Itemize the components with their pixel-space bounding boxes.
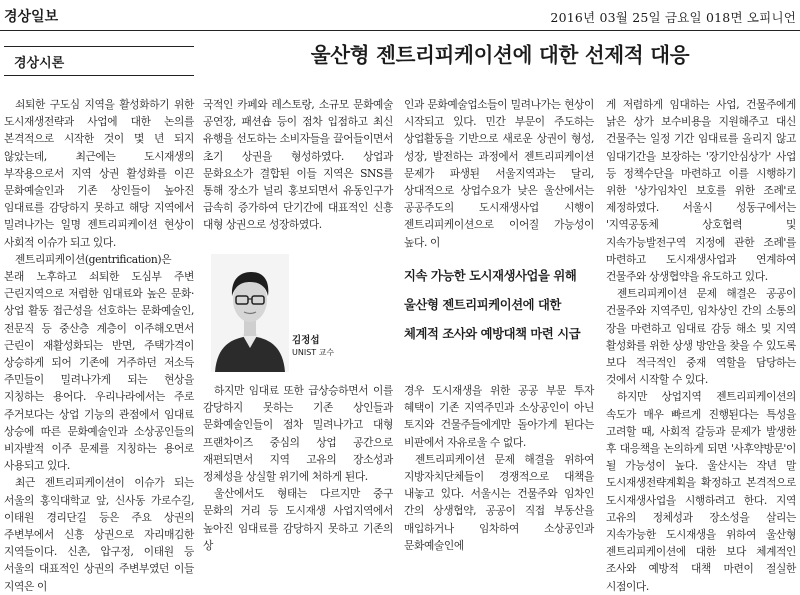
pull-quote-line: 지속 가능한 도시재생사업을 위해: [404, 269, 577, 283]
author-affiliation: UNIST 교수: [292, 348, 335, 357]
paragraph: 하지만 상업지역 젠트리피케이션의 속도가 매우 빠르게 진행된다는 특성을 고려할 때, 사회적 갈등과 문제가 발생한 후 대응책을 논의하게 되면 '사후약방문'이 될 가능성이 높다. 울산시는 작년 말 도시재생전략계획을 확정하고 본격적으로 도시재생사업을 시행하려고 한다. 지역 고유의 정체성과 장소성을 살리는 지속가능한 도시재생을 위하여 울산형 젠트리피케이션에 대한 보다 체계적인 조사와 예방적 대책 마련이 절실한 시점이다.: [606, 390, 796, 593]
paragraph: 하지만 임대료 또한 급상승하면서 이를 감당하지 못하는 기존 상인들과 문화예술인들이 점차 밀려나가고 대형 프랜차이즈 중심의 상업 공간으로 재편되면서 지역 고유의 장소성과 정체성을 상실할 위기에 처하게 된다.: [203, 384, 393, 484]
author-name: 김정섭: [292, 335, 320, 346]
pull-quote-line: 체계적 조사와 예방대책 마련 시급: [404, 327, 581, 341]
paragraph: 게 저렴하게 임대하는 사업, 건물주에게 낡은 상가 보수비용을 지원해주고 대신 건물주는 일정 기간 임대료를 올리지 않고 임대기간을 보장하는 '장기안심상가' 사업 등 정책수단을 마련하고 이를 시행하기 위한 '상가임차인 보호를 위한 조례'로 제정하였다. 서울시 성동구에서는 '지역공동체 상호협력 및 지속가능발전구역 지정에 관한 조례'를 마련하고 도시재생사업과 연계하여 건물주와 상생협약을 유도하고 있다.: [606, 98, 796, 284]
paragraph: 젠트리피케이션 문제 해결은 공공이 건물주와 지역주민, 임차상인 간의 소통의 장을 마련하고 임대료 감등 해소 및 지역 활성화를 위한 상생 방안을 찾을 수 있도록 보다 적극적인 중재 역할을 담당하는 것에서 시작할 수 있다.: [606, 287, 796, 387]
masthead: [0, 0, 800, 31]
paragraph: 울산에서도 형태는 다르지만 중구 문화의 거리 등 도시재생 사업지역에서 높아진 임대료를 감당하지 못하고 기존의 상: [203, 487, 393, 552]
newspaper-name: 경상일보: [4, 9, 59, 25]
section-label: 경상시론: [4, 46, 194, 76]
pull-quote: [404, 262, 594, 362]
paragraph: 국적인 카페와 레스토랑, 소규모 문화예술 공연장, 패션숍 등이 점차 입점하고 최신 유행을 선도하는 소비자들을 끌어들이면서 초기 상권을 형성하였다. 상업과 문화요소가 결합된 이들 지역은 SNS를 통해 장소가 널리 홍보되면서 유동인구가 급속히 증가하여 단기간에 대표적인 신흥 대형 상권으로 성장하였다.: [203, 98, 393, 232]
paragraph: 최근 젠트리피케이션이 이슈가 되는 서울의 홍익대학교 앞, 신사동 가로수길, 이태원 경리단길 등은 주요 상권의 주변부에서 신흥 상권으로 자리매김한 지역들이다. 신촌, 압구정, 이태원 등 서울의 대표적인 상권의 주변부였던 이들 지역은 이: [4, 476, 194, 593]
paragraph: 경우 도시재생을 위한 공공 부문 투자 혜택이 기존 지역주민과 소상공인이 아닌 토지와 건물주들에게만 돌아가게 된다는 비판에서 자유로울 수 없다.: [404, 384, 594, 449]
body-column-4: [606, 96, 796, 593]
paragraph: 젠트리피케이션(gentrification)은 본래 노후하고 쇠퇴한 도심부 주변 근린지역으로 저렴한 임대료와 높은 문화·상업 활동 접근성을 선호하는 문화예술인, 전문직 등 중산층 계층이 이주해오면서 근린이 재활성화되는 반면, 주택가격이 상승하게 되어 기존에 거주하던 저소득 주민들이 밀려나가게 되는 현상을 지칭하는 용어다. 우리나라에서는 주로 주거보다는 상업 기능의 관점에서 임대료 상승에 따른 문화예술인과 소상공인들의 비자발적 이주 문제를 지칭하는 용어로 사용되고 있다.: [4, 252, 194, 473]
dateline: 2016년 03월 25일 금요일 018면 오피니언: [550, 10, 796, 25]
body-column-2-top: [203, 96, 393, 244]
paragraph: 쇠퇴한 구도심 지역을 활성화하기 위한 도시재생전략과 사업에 대한 논의를 본격적으로 시작한 것이 몇 년 되지 않았는데, 최근에는 도시재생의 부작용으로서 지역 상권 활성화를 이끈 문화예술인과 기존 상인들이 높아진 임대료를 감당하지 못하고 해당 지역에서 밀려나가는 일명 젠트리피케이션 현상이 사회적 이슈가 되고 있다.: [4, 98, 194, 249]
paragraph: 인과 문화예술업소들이 밀려나가는 현상이 시작되고 있다. 민간 부문이 주도하는 상업활동을 기반으로 새로운 상권이 형성, 성장, 발전하는 과정에서 젠트리피케이션 문제가 파생된 서울지역과는 달리, 상대적으로 상업수요가 낮은 울산에서는 공공주도의 도시재생사업 시행이 젠트리피케이션으로 이어질 가능성이 높다. 이: [404, 98, 594, 249]
pull-quote-line: 울산형 젠트리피케이션에 대한: [404, 298, 561, 312]
body-column-1: [4, 96, 194, 593]
author-portrait-icon: [211, 254, 289, 372]
body-column-3-bottom: [404, 382, 594, 552]
body-column-2-bottom: [203, 382, 393, 552]
article-headline: 울산형 젠트리피케이션에 대한 선제적 대응: [310, 43, 690, 67]
body-column-3-top: [404, 96, 594, 249]
paragraph: 젠트리피케이션 문제 해결을 위하여 지방자치단체들이 경쟁적으로 대책을 내놓고 있다. 서울시는 건물주와 임차인 간의 상생협약, 공공이 직접 부동산을 매입하거나 임차하여 소상공인과 문화예술인에: [404, 452, 594, 552]
